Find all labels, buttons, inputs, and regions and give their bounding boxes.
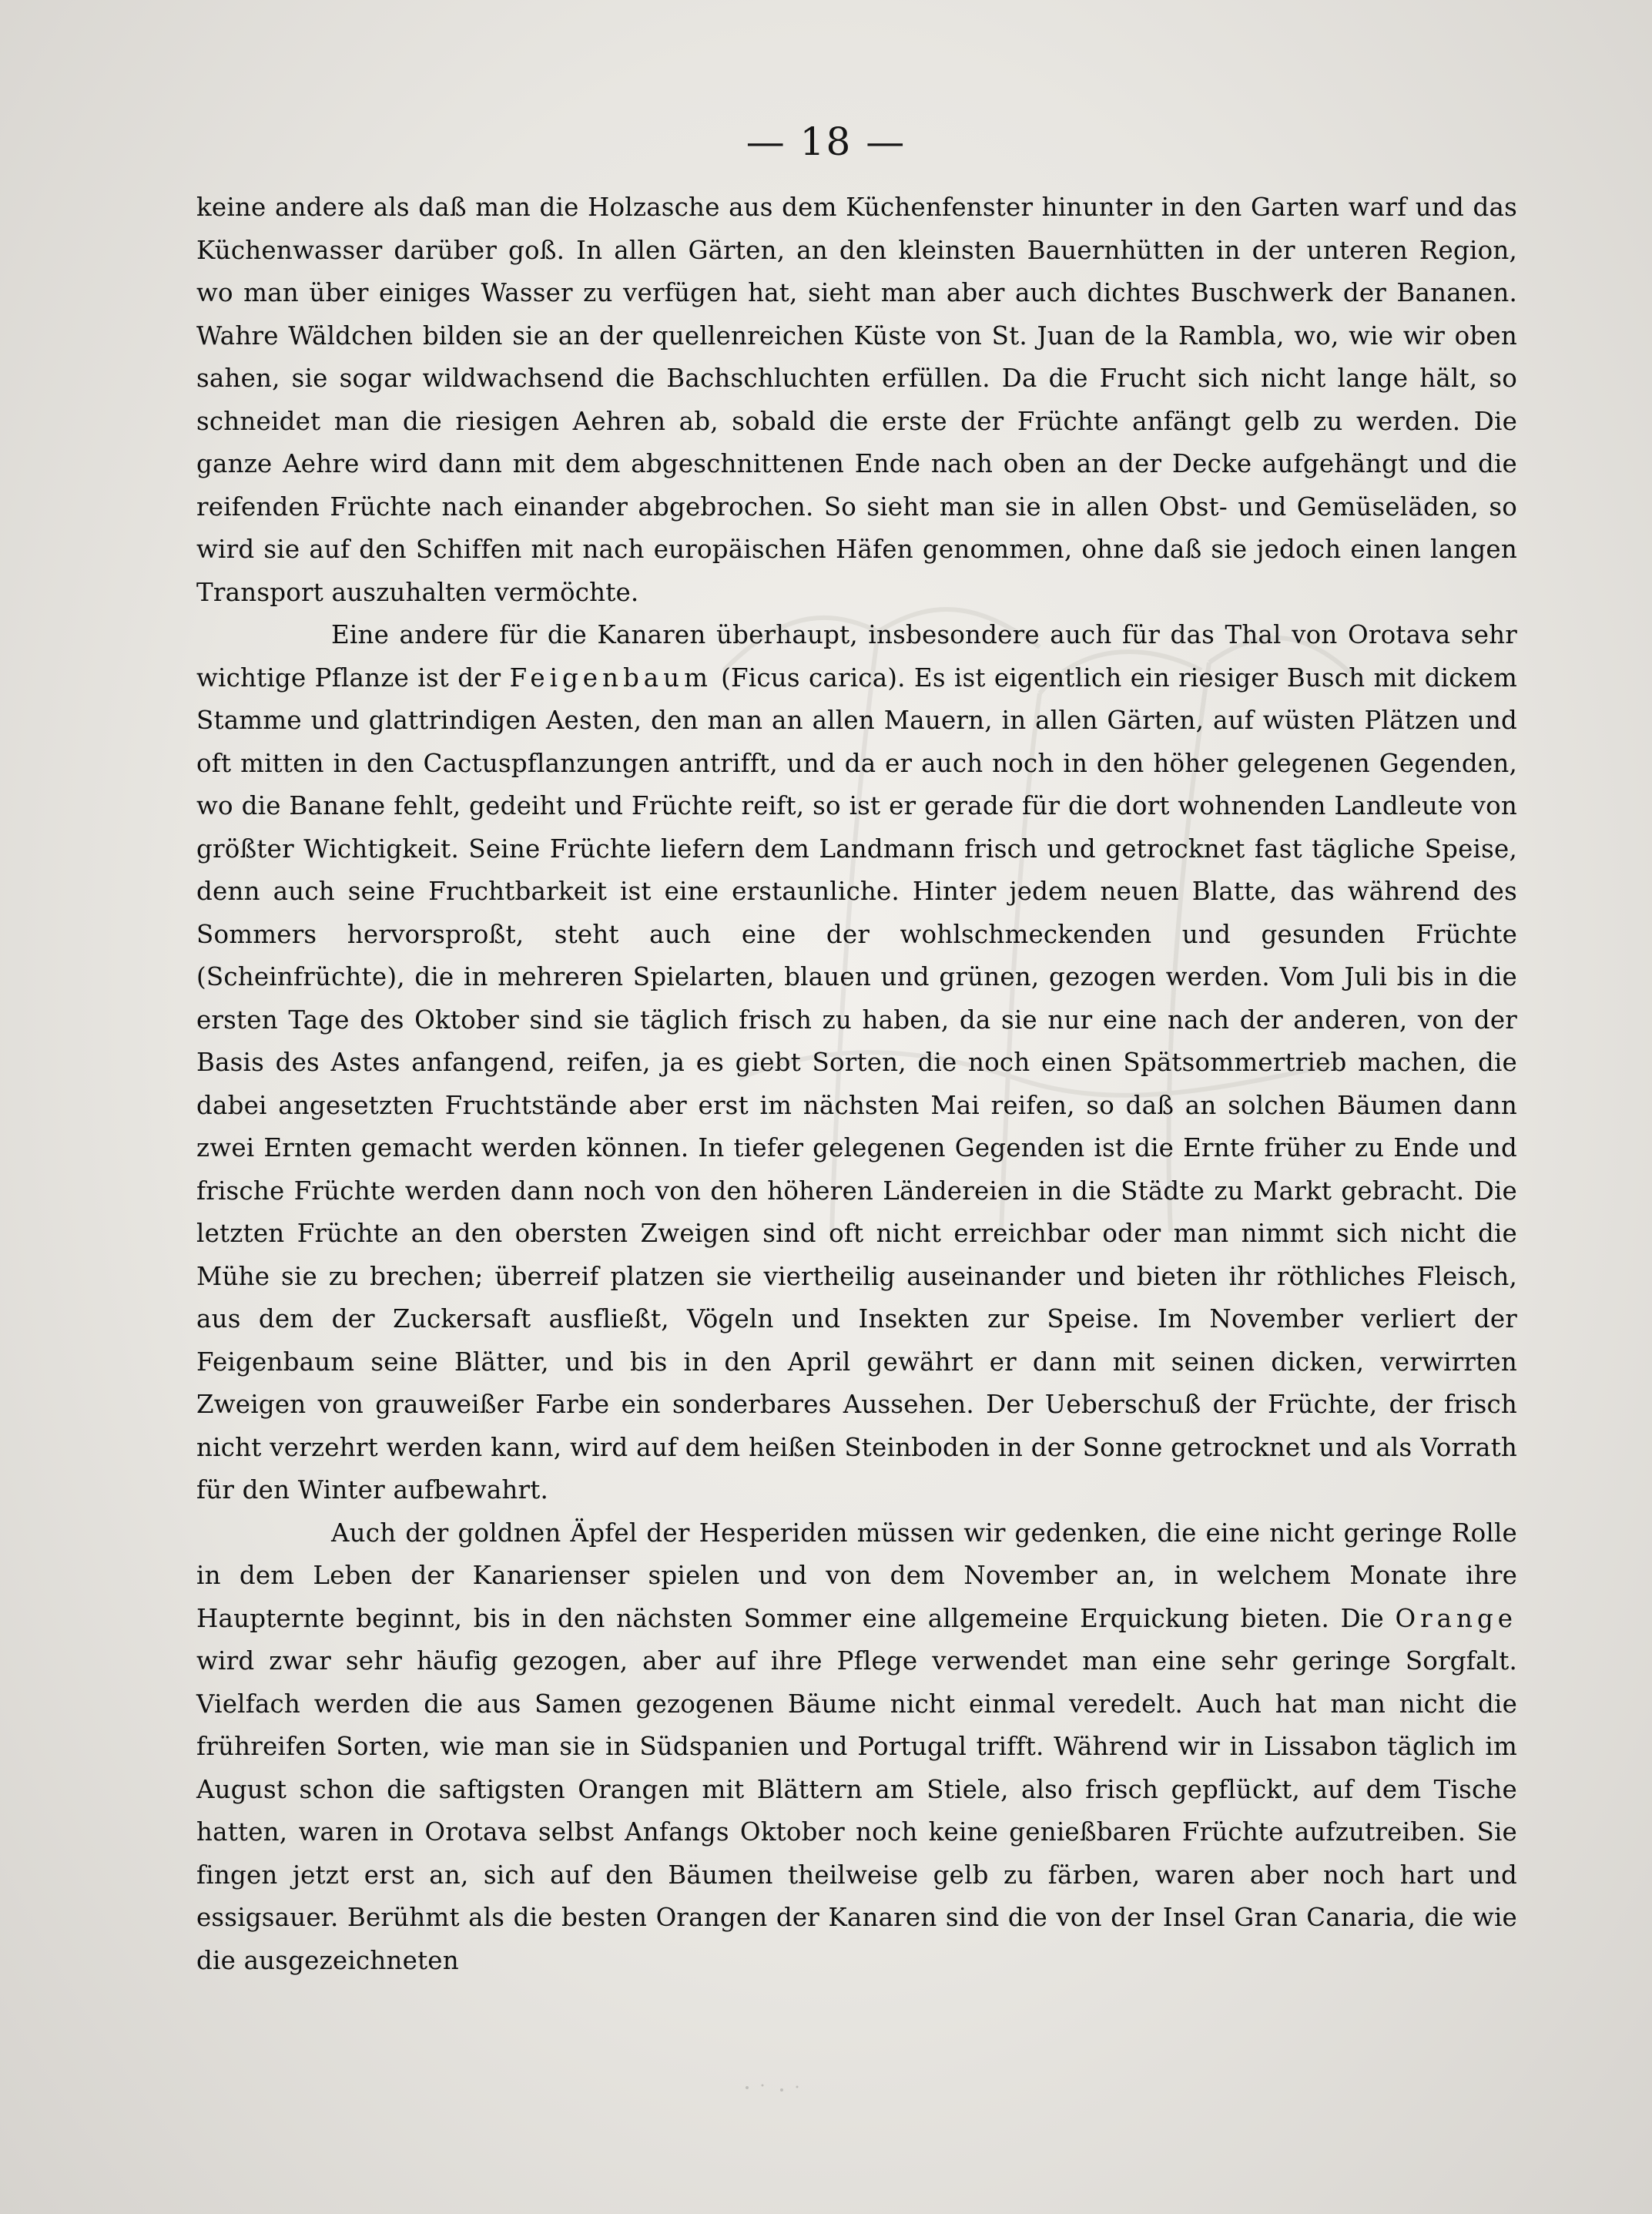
text-run: Eine andere für die Kanaren überhaupt, insbesondere auch für das Thal von Orotava sehr wichtige Pflanze ist der bbox=[196, 620, 1517, 693]
text-run: wird zwar sehr häufig gezogen, aber auf ihre Pflege verwendet man eine sehr geringe Sorgfalt. Vielfach werden die aus Samen gezogenen Bäume nicht einmal veredelt. Auch hat man nicht die frühreifen Sorten, wie man sie in Südspanien und Portugal trifft. Während wir in Lissabon täglich im August schon die saftigsten Orangen mit Blättern am Stiele, also frisch gepflückt, auf dem Tische hatten, waren in Orotava selbst Anfangs Oktober noch keine genießbaren Früchte aufzutreiben. Sie fingen jetzt erst an, sich auf den Bäumen theilweise gelb zu färben, waren aber noch hart und essigsauer. Berühmt als die besten Orangen der Kanaren sind die von der Insel Gran Canaria, die wie die ausgezeichneten bbox=[196, 1646, 1517, 1975]
text-run: keine andere als daß man die Holzasche aus dem Küchenfenster hinunter in den Garten warf und das Küchenwasser darüber goß. In allen Gärten, an den kleinsten Bauernhütten in der unteren Region, wo man über einiges Wasser zu verfügen hat, sieht man aber auch dichtes Buschwerk der Bananen. Wahre Wäldchen bilden sie an der quellenreichen Küste von St. Juan de la Rambla, wo, wie wir oben sahen, sie sogar wildwachsend die Bachschluchten erfüllen. Da die Frucht sich nicht lange hält, so schneidet man die riesigen Aehren ab, sobald die erste der Früchte anfängt gelb zu werden. Die ganze Aehre wird dann mit dem abgeschnittenen Ende nach oben an der Decke aufgehängt und die reifenden Früchte nach einander abgebrochen. So sieht man sie in allen Obst- und Gemüseläden, so wird sie auf den Schiffen mit nach europäischen Häfen genommen, ohne daß sie jedoch einen langen Transport auszuhalten vermöchte. bbox=[196, 193, 1517, 607]
paragraph bbox=[196, 614, 1517, 1512]
emphasized-term: Orange bbox=[1395, 1603, 1517, 1633]
text-run: (Ficus carica). Es ist eigentlich ein riesiger Busch mit dickem Stamme und glattrindigen Aesten, den man an allen Mauern, in allen Gärten, auf wüsten Plätzen und oft mitten in den Cactuspflanzungen antrifft, und da er auch noch in den höher gelegenen Gegenden, wo die Banane fehlt, gedeiht und Früchte reift, so ist er gerade für die dort wohnenden Landleute von größter Wichtigkeit. Seine Früchte liefern dem Landmann frisch und getrocknet fast tägliche Speise, denn auch seine Fruchtbarkeit ist eine erstaunliche. Hinter jedem neuen Blatte, das während des Sommers hervorsproßt, steht auch eine der wohlschmeckenden und gesunden Früchte (Scheinfrüchte), die in mehreren Spielarten, blauen und grünen, gezogen werden. Vom Juli bis in die ersten Tage des Oktober sind sie täglich frisch zu haben, da sie nur eine nach der anderen, von der Basis des Astes anfangend, reifen, ja es giebt Sorten, die noch einen Spätsommertrieb machen, die dabei angesetzten Fruchtstände aber erst im nächsten Mai reifen, so daß an solchen Bäumen dann zwei Ernten gemacht werden können. In tiefer gelegenen Gegenden ist die Ernte früher zu Ende und frische Früchte werden dann noch von den höheren Ländereien in die Städte zu Markt gebracht. Die letzten Früchte an den obersten Zweigen sind oft nicht erreichbar oder man nimmt sich nicht die Mühe sie zu brechen; überreif platzen sie viertheilig auseinander und bieten ihr röthliches Fleisch, aus dem der Zuckersaft ausfließt, Vögeln und Insekten zur Speise. Im November verliert der Feigenbaum seine Blätter, und bis in den April gewährt er dann mit seinen dicken, verwirrten Zweigen von grauweißer Farbe ein sonderbares Aussehen. Der Ueberschuß der Früchte, der frisch nicht verzehrt werden kann, wird auf dem heißen Steinboden in der Sonne getrocknet und als Vorrath für den Winter aufbewahrt. bbox=[196, 663, 1517, 1505]
body-text bbox=[196, 186, 1517, 1982]
page-number: — 18 — bbox=[746, 119, 906, 164]
paper-specks bbox=[739, 2076, 809, 2099]
paragraph bbox=[196, 186, 1517, 614]
paragraph bbox=[196, 1512, 1517, 1983]
text-run: Auch der goldnen Äpfel der Hesperiden müssen wir gedenken, die eine nicht geringe Rolle in dem Leben der Kanarienser spielen und von dem November an, in welchem Monate ihre Haupternte beginnt, bis in den nächsten Sommer eine allgemeine Erquickung bieten. Die bbox=[196, 1518, 1517, 1633]
emphasized-term: Feigenbaum bbox=[509, 663, 712, 693]
